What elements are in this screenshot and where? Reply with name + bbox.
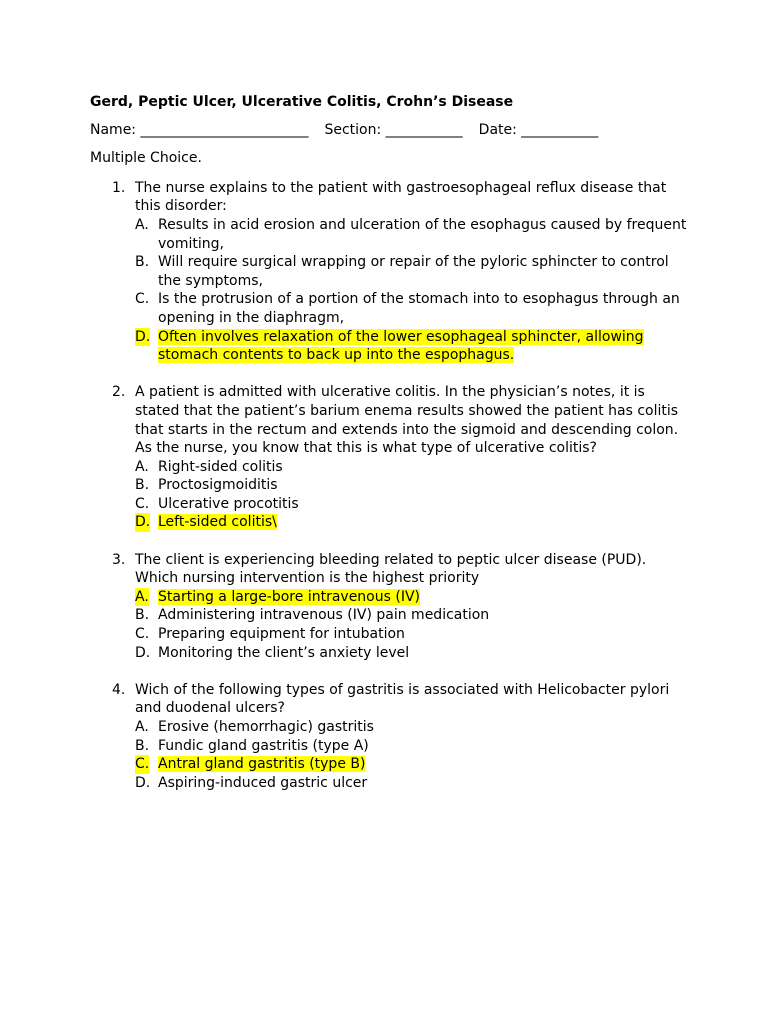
worksheet: [90, 93, 690, 811]
option-b: [135, 253, 690, 290]
option-text: Is the protrusion of a portion of the stomach into to esophagus through an opening in the diaphragm,: [158, 291, 680, 326]
option-d: [135, 644, 690, 663]
option-text: Monitoring the client’s anxiety level: [158, 644, 410, 661]
option-list: [135, 216, 690, 365]
option-text: Preparing equipment for intubation: [158, 626, 405, 643]
option-label: A.: [135, 719, 149, 735]
option-text: Starting a large-bore intravenous (IV): [158, 588, 420, 605]
option-text: Antral gland gastritis (type B): [158, 756, 366, 773]
question-2: [90, 383, 690, 532]
question-number: 2.: [112, 384, 126, 401]
option-text: Erosive (hemorrhagic) gastritis: [158, 719, 374, 735]
option-text: Administering intravenous (IV) pain medication: [158, 607, 490, 624]
question-text: A patient is admitted with ulcerative colitis. In the physician’s notes, it is stated that the patient’s barium enema results showed the patient has colitis that starts in the rectum and extends into the sigmoid and descending colon. As the nurse, you know that this is what type of ulcerative colitis?: [135, 384, 679, 457]
option-label: C.: [135, 626, 150, 643]
option-text: Right-sided colitis: [158, 458, 283, 475]
option-label: B.: [135, 477, 150, 494]
option-c: [135, 495, 690, 514]
option-d: [135, 328, 690, 365]
option-a: [135, 718, 690, 737]
option-label: C.: [135, 291, 150, 308]
option-label: D.: [135, 644, 151, 661]
page-title: Gerd, Peptic Ulcer, Ulcerative Colitis, Crohn’s Disease: [90, 94, 514, 110]
option-label: D.: [135, 774, 151, 791]
date-field: Date: ___________: [478, 121, 599, 138]
option-text: Results in acid erosion and ulceration of the esophagus caused by frequent vomiting,: [158, 216, 687, 252]
option-text: Proctosigmoiditis: [158, 477, 278, 494]
option-list: [135, 458, 690, 532]
question-number: 4.: [112, 681, 126, 698]
option-label: A.: [135, 216, 149, 233]
option-label: D.: [135, 328, 151, 345]
option-label: B.: [135, 607, 150, 624]
option-label: A.: [135, 458, 149, 475]
question-number: 1.: [112, 179, 126, 196]
option-c: [135, 625, 690, 644]
question-1: [90, 179, 690, 365]
question-text: The nurse explains to the patient with gastroesophageal reflux disease that this disorder:: [135, 179, 667, 215]
option-label: C.: [135, 495, 150, 512]
option-text: Will require surgical wrapping or repair of the pyloric sphincter to control the symptoms,: [158, 254, 669, 289]
section-field: Section: ___________: [324, 121, 463, 138]
option-label: D.: [135, 514, 151, 531]
option-a: [135, 216, 690, 253]
option-text: Aspiring-induced gastric ulcer: [158, 774, 368, 791]
option-label: B.: [135, 737, 150, 754]
option-d: [135, 774, 690, 793]
option-c: [135, 755, 690, 774]
option-label: C.: [135, 756, 150, 773]
option-list: [135, 588, 690, 662]
question-number: 3.: [112, 551, 126, 568]
option-b: [135, 476, 690, 495]
question-4: [90, 681, 690, 793]
option-c: [135, 290, 690, 327]
option-d: [135, 513, 690, 532]
option-a: [135, 458, 690, 477]
option-b: [135, 606, 690, 625]
option-text: Left-sided colitis\: [158, 514, 277, 531]
option-list: [135, 718, 690, 792]
option-text: Fundic gland gastritis (type A): [158, 737, 369, 754]
option-text: Often involves relaxation of the lower esophageal sphincter, allowing stomach contents to back up into the espophagus.: [158, 328, 644, 364]
header-fields: [90, 121, 690, 140]
option-label: B.: [135, 254, 150, 271]
option-text: Ulcerative procotitis: [158, 495, 299, 512]
instructions: Multiple Choice.: [90, 150, 202, 167]
option-a: [135, 588, 690, 607]
question-3: [90, 551, 690, 663]
question-text: The client is experiencing bleeding related to peptic ulcer disease (PUD). Which nursing intervention is the highest priority: [135, 551, 647, 587]
question-list: [90, 179, 690, 793]
question-text: Wich of the following types of gastritis is associated with Helicobacter pylori and duodenal ulcers?: [135, 681, 670, 717]
option-b: [135, 737, 690, 756]
name-field: Name: ________________________: [90, 121, 309, 138]
option-label: A.: [135, 588, 149, 605]
